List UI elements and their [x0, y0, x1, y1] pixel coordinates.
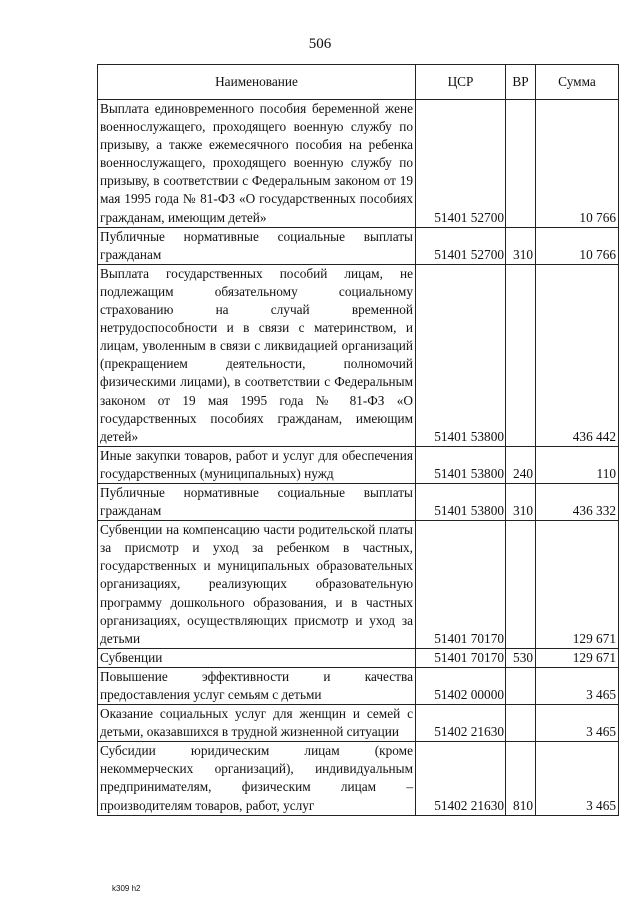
header-vr: ВР — [506, 65, 536, 100]
row-csr: 51402 21630 — [416, 742, 506, 815]
row-vr — [506, 521, 536, 649]
row-name: Субвенции на компенсацию части родительской платы за присмотр и уход за ребенком в частных, государственных и муниципальных образовательных организациях, реализующих образовательную программу дошкольного образования, и в частных организациях, осуществляющих присмотр и уход за детьми — [98, 521, 416, 649]
row-name: Иные закупки товаров, работ и услуг для обеспечения государственных (муниципальных) нужд — [98, 446, 416, 483]
table-row — [98, 446, 619, 483]
row-name: Выплата единовременного пособия беременной жене военнослужащего, проходящего военную службу по призыву, а также ежемесячного пособия на ребенка военнослужащего, проходящего военную службу по призыву, в соответствии с Федеральным законом от 19 мая 1995 года № 81-ФЗ «О государственных пособиях гражданам, имеющим детей» — [98, 100, 416, 228]
page-number: 506 — [308, 36, 332, 52]
table-row — [98, 521, 619, 649]
table-row — [98, 742, 619, 815]
table-row — [98, 705, 619, 742]
row-name: Оказание социальных услуг для женщин и семей с детьми, оказавшихся в трудной жизненной ситуации — [98, 705, 416, 742]
row-name: Публичные нормативные социальные выплаты гражданам — [98, 227, 416, 264]
row-csr: 51402 00000 — [416, 667, 506, 704]
row-sum: 10 766 — [536, 100, 619, 228]
row-sum: 110 — [536, 446, 619, 483]
row-vr: 810 — [506, 742, 536, 815]
row-vr — [506, 705, 536, 742]
header-csr: ЦСР — [416, 65, 506, 100]
row-sum: 129 671 — [536, 648, 619, 667]
table-row — [98, 648, 619, 667]
row-csr: 51401 52700 — [416, 227, 506, 264]
row-name: Повышение эффективности и качества предоставления услуг семьям с детьми — [98, 667, 416, 704]
row-vr: 310 — [506, 227, 536, 264]
row-csr: 51401 53800 — [416, 264, 506, 446]
row-vr — [506, 100, 536, 228]
budget-table — [97, 64, 619, 816]
row-csr: 51401 53800 — [416, 483, 506, 520]
row-csr: 51401 53800 — [416, 446, 506, 483]
row-sum: 129 671 — [536, 521, 619, 649]
table-row — [98, 227, 619, 264]
row-name: Выплата государственных пособий лицам, не подлежащим обязательному социальному страхованию на случай временной нетрудоспособности и в связи с материнством, и лицам, уволенным в связи с ликвидацией организаций (прекращением деятельности, полномочий физическими лицами), в соответствии с Федеральным законом от 19 мая 1995 года № 81-ФЗ «О государственных пособиях гражданам, имеющим детей» — [98, 264, 416, 446]
row-csr: 51401 70170 — [416, 521, 506, 649]
header-row — [98, 65, 619, 100]
header-name: Наименование — [98, 65, 416, 100]
table-row — [98, 667, 619, 704]
row-csr: 51401 52700 — [416, 100, 506, 228]
row-sum: 3 465 — [536, 742, 619, 815]
row-vr: 310 — [506, 483, 536, 520]
footer-code: k309 h2 — [112, 884, 141, 893]
row-sum: 10 766 — [536, 227, 619, 264]
row-vr — [506, 667, 536, 704]
row-sum: 436 332 — [536, 483, 619, 520]
row-csr: 51402 21630 — [416, 705, 506, 742]
row-vr: 530 — [506, 648, 536, 667]
row-sum: 3 465 — [536, 667, 619, 704]
table-row — [98, 483, 619, 520]
row-vr — [506, 264, 536, 446]
row-sum: 3 465 — [536, 705, 619, 742]
table-row — [98, 100, 619, 228]
table-row — [98, 264, 619, 446]
row-vr: 240 — [506, 446, 536, 483]
row-name: Публичные нормативные социальные выплаты гражданам — [98, 483, 416, 520]
header-sum: Сумма — [536, 65, 619, 100]
row-name: Субсидии юридическим лицам (кроме некоммерческих организаций), индивидуальным предпринимателям, физическим лицам – производителям товаров, работ, услуг — [98, 742, 416, 815]
row-csr: 51401 70170 — [416, 648, 506, 667]
row-name: Субвенции — [98, 648, 416, 667]
row-sum: 436 442 — [536, 264, 619, 446]
